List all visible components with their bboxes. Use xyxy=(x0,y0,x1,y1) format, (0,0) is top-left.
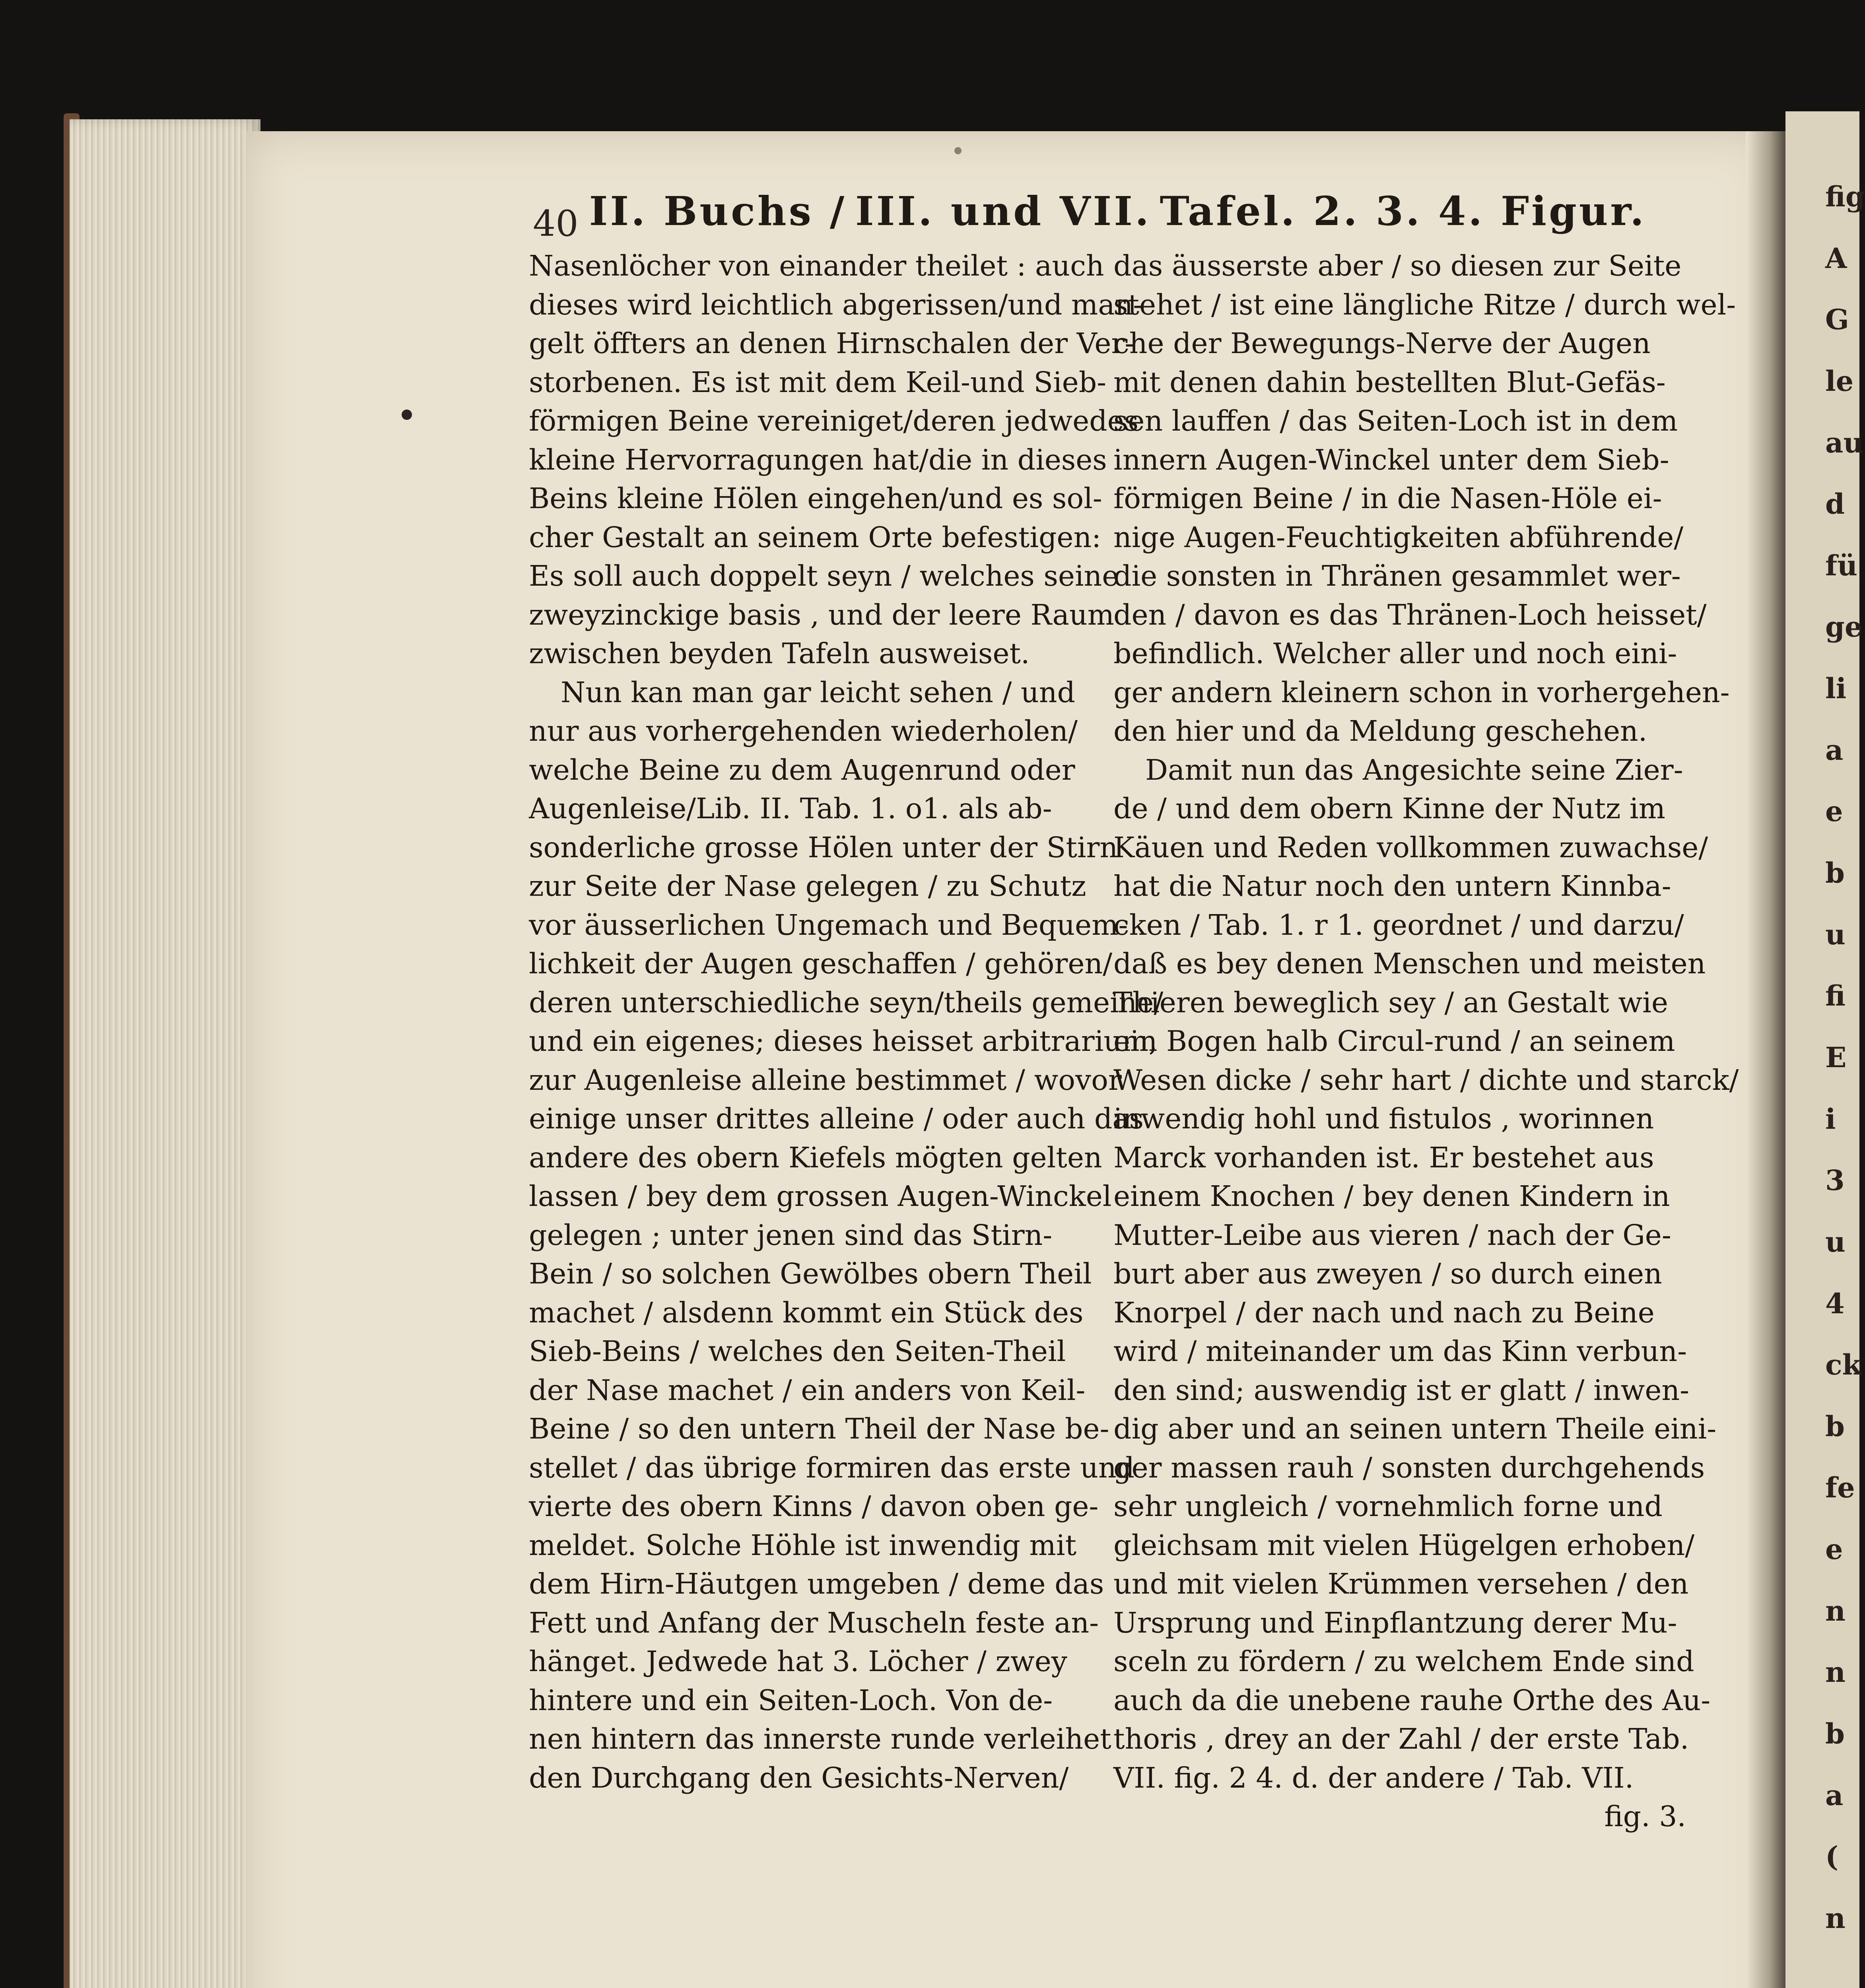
text-line: hintere und ein Seiten-Loch. Von de- xyxy=(529,1683,1053,1717)
text-line: Wesen dicke / sehr hart / dichte und starck/ xyxy=(1113,1063,1739,1097)
text-line: Marck vorhanden ist. Er bestehet aus xyxy=(1113,1141,1654,1174)
text-line: hänget. Jedwede hat 3. Löcher / zwey xyxy=(529,1645,1067,1678)
text-line: gleichsam mit vielen Hügelgen erhoben/ xyxy=(1113,1528,1695,1562)
facing-margin-fragment: a xyxy=(1825,733,1844,767)
facing-margin-fragment: fe xyxy=(1825,1471,1855,1505)
text-line: ger andern kleinern schon in vorhergehen- xyxy=(1113,676,1730,709)
text-line: VII. fig. 2 4. d. der andere / Tab. VII. xyxy=(1113,1761,1634,1794)
text-line: und ein eigenes; dieses heisset arbitrarium, xyxy=(529,1025,1158,1058)
text-line: deren unterschiedliche seyn/theils gemeine/ xyxy=(529,986,1164,1019)
facing-margin-fragment: u xyxy=(1825,1225,1846,1258)
left-text-column xyxy=(529,247,1164,1797)
text-line: wird / miteinander um das Kinn verbun- xyxy=(1113,1335,1687,1368)
text-line: Nun kan man gar leicht sehen / und xyxy=(561,676,1075,709)
facing-margin-fragment: ge xyxy=(1825,610,1863,644)
text-line: Knorpel / der nach und nach zu Beine xyxy=(1113,1296,1655,1329)
text-line: burt aber aus zweyen / so durch einen xyxy=(1113,1257,1662,1290)
facing-margin-fragment: le xyxy=(1825,364,1854,398)
facing-margin-fragment: e xyxy=(1825,1533,1843,1566)
text-line: Thieren beweglich sey / an Gestalt wie xyxy=(1113,986,1668,1019)
text-line: dem Hirn-Häutgen umgeben / deme das xyxy=(529,1567,1104,1600)
text-line: den Durchgang den Gesichts-Nerven/ xyxy=(529,1761,1069,1794)
text-line: nen hintern das innerste runde verleihet xyxy=(529,1722,1111,1755)
text-line: Käuen und Reden vollkommen zuwachse/ xyxy=(1113,831,1708,864)
text-line: vor äusserlichen Ungemach und Bequem- xyxy=(529,908,1128,942)
text-line: stellet / das übrige formiren das erste und xyxy=(529,1451,1135,1484)
text-line: cken / Tab. 1. r 1. geordnet / und darzu/ xyxy=(1113,908,1684,942)
text-line: Bein / so solchen Gewölbes obern Theil xyxy=(529,1257,1092,1290)
text-line: der Nase machet / ein anders von Keil- xyxy=(529,1373,1086,1407)
header-plate-ref: Tafel. 2. 3. 4. Figur. xyxy=(1160,188,1646,235)
text-line: thoris , drey an der Zahl / der erste Tab. xyxy=(1113,1722,1689,1755)
text-line: andere des obern Kiefels mögten gelten xyxy=(529,1141,1102,1174)
text-line: den sind; auswendig ist er glatt / inwen- xyxy=(1113,1373,1690,1407)
page-mark xyxy=(954,147,962,154)
text-line: Sieb-Beins / welches den Seiten-Theil xyxy=(529,1335,1066,1368)
text-line: auch da die unebene rauhe Orthe des Au- xyxy=(1113,1683,1711,1717)
text-line: zweyzinckige basis , und der leere Raum xyxy=(529,598,1114,631)
ink-spot xyxy=(402,410,412,420)
text-line: den hier und da Meldung geschehen. xyxy=(1113,714,1647,747)
text-line: Beine / so den untern Theil der Nase be- xyxy=(529,1412,1109,1445)
text-line: einige unser drittes alleine / oder auch das xyxy=(529,1102,1144,1135)
text-line: dig aber und an seinen untern Theile eini- xyxy=(1113,1412,1717,1445)
facing-margin-fragment: n xyxy=(1825,1594,1846,1627)
text-line: einem Knochen / bey denen Kindern in xyxy=(1113,1180,1670,1213)
facing-margin-fragment: a xyxy=(1825,1778,1844,1812)
text-line: zur Seite der Nase gelegen / zu Schutz xyxy=(529,870,1086,903)
text-line: de / und dem obern Kinne der Nutz im xyxy=(1113,792,1665,825)
text-line: dieses wird leichtlich abgerissen/und man- xyxy=(529,288,1143,321)
facing-margin-fragment: fi xyxy=(1825,979,1846,1013)
facing-margin-fragment: li xyxy=(1825,672,1847,705)
book-gutter xyxy=(1746,131,1789,1988)
text-line: zur Augenleise alleine bestimmet / wovor xyxy=(529,1063,1122,1097)
facing-margin-fragment: b xyxy=(1825,1409,1845,1443)
text-line: meldet. Solche Höhle ist inwendig mit xyxy=(529,1528,1076,1562)
text-line: machet / alsdenn kommt ein Stück des xyxy=(529,1296,1084,1329)
facing-margin-fragment: 3 xyxy=(1825,1164,1845,1197)
facing-margin-fragment: au xyxy=(1825,426,1864,459)
text-line: Mutter-Leibe aus vieren / nach der Ge- xyxy=(1113,1218,1671,1252)
facing-margin-fragment: fü xyxy=(1825,549,1858,582)
text-line: zwischen beyden Tafeln ausweiset. xyxy=(529,637,1030,670)
text-line: Damit nun das Angesichte seine Zier- xyxy=(1145,753,1683,786)
text-line: förmigen Beine / in die Nasen-Höle ei- xyxy=(1113,482,1662,515)
text-line: die sonsten in Thränen gesammlet wer- xyxy=(1113,559,1681,592)
text-line: sehr ungleich / vornehmlich forne und xyxy=(1113,1490,1663,1523)
text-line: sceln zu fördern / zu welchem Ende sind xyxy=(1113,1645,1694,1678)
text-line: Beins kleine Hölen eingehen/und es sol- xyxy=(529,482,1102,515)
facing-margin-fragment: u xyxy=(1825,918,1846,951)
facing-margin-fragment: d xyxy=(1825,487,1845,521)
header-plates: III. und VII. xyxy=(855,188,1151,235)
text-line: inwendig hohl und fistulos , worinnen xyxy=(1113,1102,1654,1135)
text-line: lassen / bey dem grossen Augen-Winckel xyxy=(529,1180,1112,1213)
text-line: Ursprung und Einpflantzung derer Mu- xyxy=(1113,1606,1677,1639)
text-line: stehet / ist eine längliche Ritze / durch wel- xyxy=(1113,288,1736,321)
text-line: gelegen ; unter jenen sind das Stirn- xyxy=(529,1218,1053,1252)
text-line: das äusserste aber / so diesen zur Seite xyxy=(1113,249,1682,282)
facing-margin-fragment: 4 xyxy=(1825,1287,1845,1320)
text-line: nige Augen-Feuchtigkeiten abführende/ xyxy=(1113,520,1684,554)
text-line: gelt öffters an denen Hirnschalen der Ver- xyxy=(529,327,1135,360)
facing-margin-fragment: fig xyxy=(1825,180,1865,213)
text-line: Fett und Anfang der Muscheln feste an- xyxy=(529,1606,1099,1639)
text-line: welche Beine zu dem Augenrund oder xyxy=(529,753,1075,786)
text-line: nur aus vorhergehenden wiederholen/ xyxy=(529,714,1078,747)
text-line: Nasenlöcher von einander theilet : auch xyxy=(529,249,1104,282)
text-line: cher Gestalt an seinem Orte befestigen: xyxy=(529,520,1102,554)
facing-margin-fragment: A xyxy=(1825,241,1847,275)
text-line: innern Augen-Winckel unter dem Sieb- xyxy=(1113,443,1669,476)
facing-margin-fragment: b xyxy=(1825,856,1845,890)
text-line: Es soll auch doppelt seyn / welches seine xyxy=(529,559,1119,592)
text-line: vierte des obern Kinns / davon oben ge- xyxy=(529,1490,1099,1523)
facing-margin-fragment: ck xyxy=(1825,1348,1862,1382)
text-line: befindlich. Welcher aller und noch eini- xyxy=(1113,637,1677,670)
text-line: storbenen. Es ist mit dem Keil-und Sieb- xyxy=(529,365,1107,399)
text-line: und mit vielen Krümmen versehen / den xyxy=(1113,1567,1689,1600)
text-line: daß es bey denen Menschen und meisten xyxy=(1113,947,1706,980)
facing-margin-fragment: e xyxy=(1825,795,1843,828)
text-line: Augenleise/Lib. II. Tab. 1. o1. als ab- xyxy=(529,792,1052,825)
facing-margin-fragment: n xyxy=(1825,1901,1846,1935)
facing-margin-fragment: ( xyxy=(1825,1840,1839,1873)
running-header xyxy=(533,175,1646,235)
text-line: ger massen rauh / sonsten durchgehends xyxy=(1113,1451,1705,1484)
facing-margin-fragment: E xyxy=(1825,1041,1847,1074)
text-line: sonderliche grosse Hölen unter der Stirn xyxy=(529,831,1118,864)
text-line: fig. 3. xyxy=(1604,1800,1686,1833)
text-line: che der Bewegungs-Nerve der Augen xyxy=(1113,327,1651,360)
facing-margin-fragment: b xyxy=(1825,1717,1845,1751)
page-number: 40 xyxy=(533,203,579,245)
facing-margin-fragment: G xyxy=(1825,303,1849,336)
text-line: den / davon es das Thränen-Loch heisset/ xyxy=(1113,598,1707,631)
text-line: kleine Hervorragungen hat/die in dieses xyxy=(529,443,1107,476)
facing-page-margin-text xyxy=(1825,180,1865,1935)
text-line: lichkeit der Augen geschaffen / gehören/ xyxy=(529,947,1113,980)
text-line: mit denen dahin bestellten Blut-Gefäs- xyxy=(1113,365,1666,399)
text-line: ein Bogen halb Circul-rund / an seinem xyxy=(1113,1025,1675,1058)
page-block-edges xyxy=(70,119,260,1988)
header-book: II. Buchs / xyxy=(589,188,847,235)
facing-margin-fragment: n xyxy=(1825,1656,1846,1689)
text-line: sen lauffen / das Seiten-Loch ist in dem xyxy=(1113,404,1678,437)
right-text-column xyxy=(1113,247,1739,1836)
facing-margin-fragment: i xyxy=(1825,1102,1836,1136)
text-line: förmigen Beine vereiniget/deren jedwedes xyxy=(529,404,1139,437)
text-line: hat die Natur noch den untern Kinnba- xyxy=(1113,870,1671,903)
